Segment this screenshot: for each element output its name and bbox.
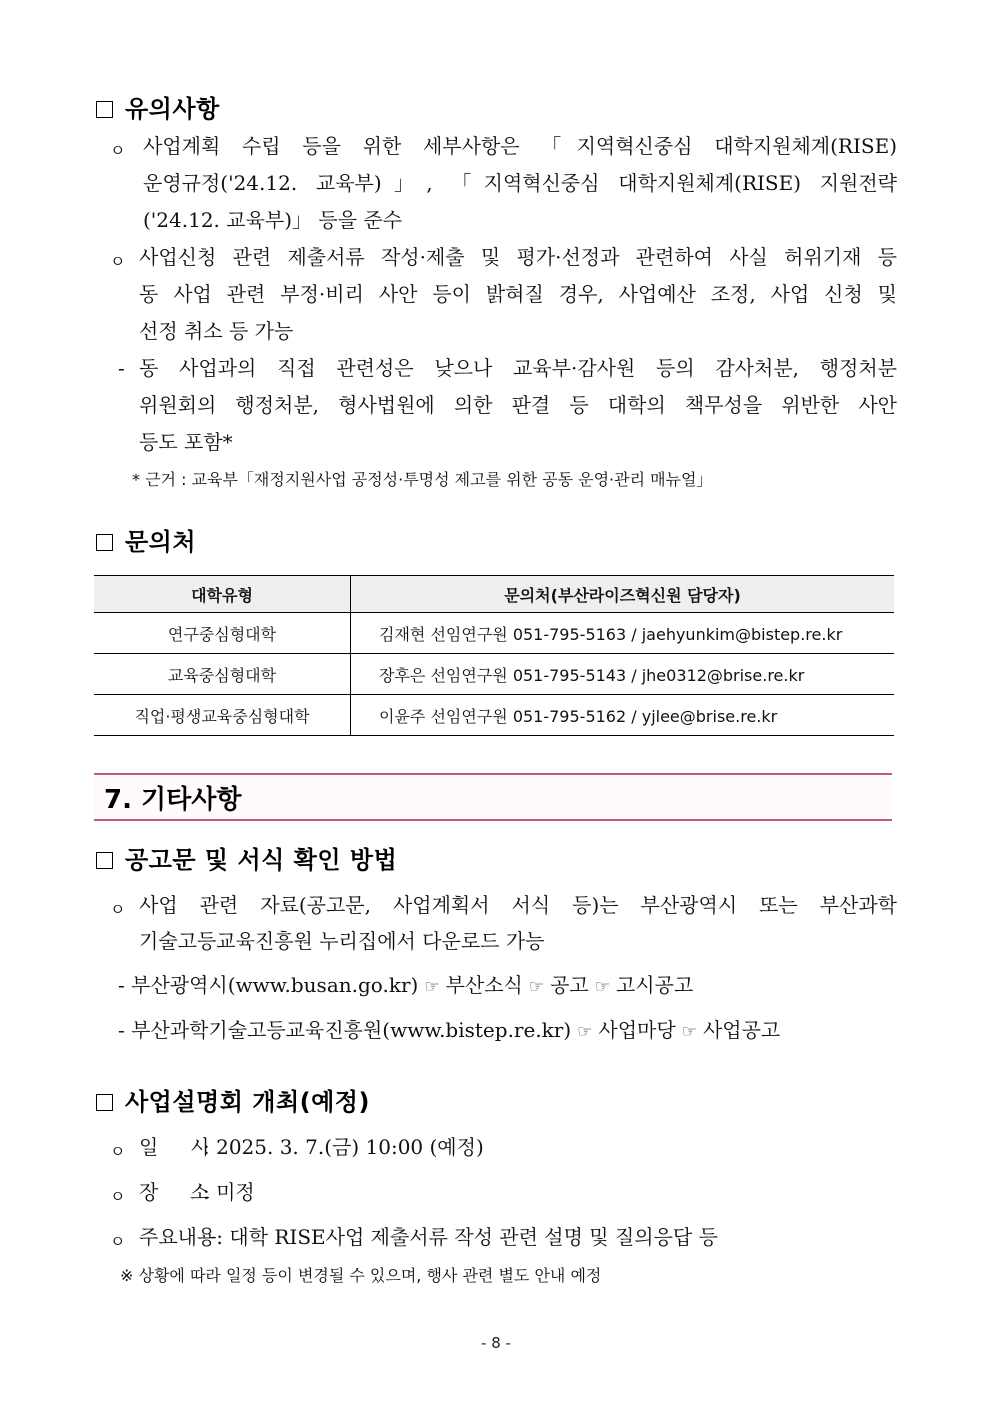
notes-item2-line3: 선정 취소 등 가능 — [139, 319, 294, 343]
pointing-hand-icon: ☞ — [528, 977, 545, 997]
value-content: : 대학 RISE사업 제출서류 작성 관련 설명 및 질의응답 등 — [216, 1225, 718, 1249]
briefing-place — [139, 1174, 255, 1211]
table-row — [94, 695, 894, 736]
docs-heading: 공고문 및 서식 확인 방법 — [96, 840, 397, 875]
notes-footnote: * 근거 : 교육부「재정지원사업 공정성·투명성 제고를 위한 공동 운영·관리 매뉴얼」 — [132, 470, 713, 489]
value-place: : 미정 — [203, 1180, 255, 1204]
bullet-icon: ㅇ — [110, 1232, 126, 1251]
page-number: - 8 - — [481, 1334, 511, 1352]
notes-subitem-line3: 등도 포함* — [139, 430, 233, 454]
cell-contact: 김재현 선임연구원 051-795-5163 / jaehyunkim@bistep.re.kr — [351, 613, 895, 654]
notes-item2-line2: 동 사업 관련 부정·비리 사안 등이 밝혀질 경우, 사업예산 조정, 사업 신청 및 — [139, 282, 898, 306]
checkbox-square-icon — [96, 534, 113, 551]
cell-university-type: 교육중심형대학 — [94, 654, 351, 695]
bullet-icon: ㅇ — [110, 1187, 126, 1206]
pointing-hand-icon: ☞ — [681, 1022, 697, 1042]
bullet-icon: ㅇ — [110, 252, 126, 271]
bullet-icon: ㅇ — [110, 900, 126, 919]
notes-item1-line3: ('24.12. 교육부)」 등을 준수 — [143, 208, 403, 232]
briefing-date — [139, 1129, 484, 1166]
label-content: 주요내용 — [139, 1225, 217, 1249]
checkbox-square-icon — [96, 1094, 113, 1111]
pointing-hand-icon: ☞ — [594, 977, 610, 997]
dash-marker: - — [118, 1018, 132, 1042]
table-row — [94, 613, 894, 654]
contact-table — [94, 575, 894, 736]
section-7-title: 7. 기타사항 — [104, 785, 242, 815]
docs-item1-line1: 사업 관련 자료(공고문, 사업계획서 서식 등)는 부산광역시 또는 부산과학 — [139, 893, 897, 917]
notes-subitem-line1: 동 사업과의 직접 관련성은 낮으나 교육부·감사원 등의 감사처분, 행정처분 — [139, 356, 897, 380]
table-header-row — [94, 576, 894, 613]
dash-marker: - — [118, 356, 125, 380]
pointing-hand-icon: ☞ — [424, 977, 440, 997]
notes-item1-line1: 사업계획 수립 등을 위한 세부사항은 「지역혁신중심 대학지원체계(RISE) — [143, 134, 897, 158]
briefing-note: ※ 상황에 따라 일정 등이 변경될 수 있으며, 행사 관련 별도 안내 예정 — [120, 1266, 602, 1285]
notes-heading: 유의사항 — [96, 89, 220, 124]
notes-item2-line1: 사업신청 관련 제출서류 작성·제출 및 평가·선정과 관련하여 사실 허위기재 등 — [139, 245, 897, 269]
checkbox-square-icon — [96, 101, 113, 118]
table-row — [94, 654, 894, 695]
header-contact: 문의처(부산라이즈혁신원 담당자) — [351, 576, 895, 613]
site-busan: 부산광역시(www.busan.go.kr) — [131, 973, 419, 997]
notes-subitem-line2: 위원회의 행정처분, 형사법원에 의한 판결 등 대학의 책무성을 위반한 사안 — [139, 393, 897, 417]
cell-contact: 이윤주 선임연구원 051-795-5162 / yjlee@brise.re.kr — [351, 695, 895, 736]
site-bistep: 부산과학기술고등교육진흥원(www.bistep.re.kr) — [131, 1018, 572, 1042]
briefing-content — [139, 1219, 718, 1256]
cell-university-type: 직업·평생교육중심형대학 — [94, 695, 351, 736]
label-place: 장 소 — [139, 1180, 210, 1204]
dash-marker: - — [118, 973, 132, 997]
checkbox-square-icon — [96, 852, 113, 869]
label-date: 일 시 — [139, 1135, 210, 1159]
value-date: : 2025. 3. 7.(금) 10:00 (예정) — [203, 1135, 484, 1159]
notes-item1-line2: 운영규정('24.12. 교육부)」, 「지역혁신중심 대학지원체계(RISE) 지원전략 — [143, 171, 897, 195]
cell-contact: 장후은 선임연구원 051-795-5143 / jhe0312@brise.re.kr — [351, 654, 895, 695]
docs-path-busan: - 부산광역시(www.busan.go.kr) ☞ 부산소식 ☞ 공고 ☞ 고시공고 — [118, 973, 694, 997]
bullet-icon: ㅇ — [110, 141, 126, 160]
docs-item1-line2: 기술고등교육진흥원 누리집에서 다운로드 가능 — [139, 929, 545, 953]
pointing-hand-icon: ☞ — [577, 1022, 593, 1042]
docs-path-bistep: - 부산과학기술고등교육진흥원(www.bistep.re.kr) ☞ 사업마당 ☞ 사업공고 — [118, 1018, 781, 1042]
cell-university-type: 연구중심형대학 — [94, 613, 351, 654]
briefing-heading: 사업설명회 개최(예정) — [96, 1082, 370, 1117]
bullet-icon: ㅇ — [110, 1142, 126, 1161]
header-university-type: 대학유형 — [94, 576, 351, 613]
contact-heading: 문의처 — [96, 522, 196, 557]
section-7-header — [94, 773, 892, 821]
